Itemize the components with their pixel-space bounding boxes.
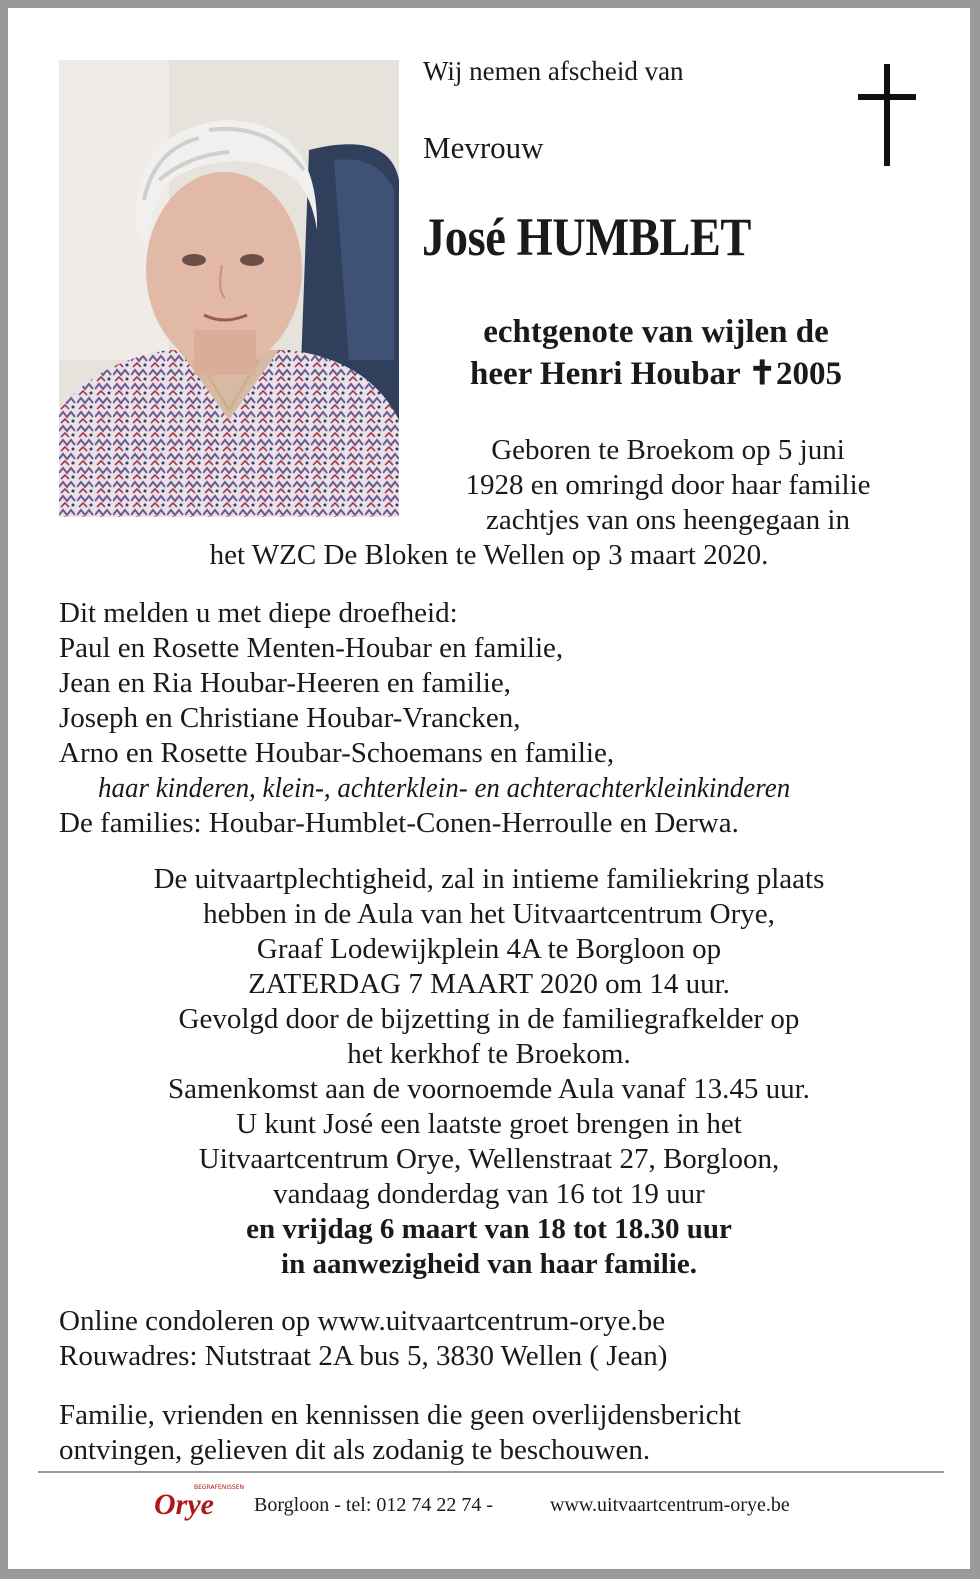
footer-website[interactable]: www.uitvaartcentrum-orye.be — [550, 1494, 790, 1516]
orye-logo — [154, 1484, 244, 1524]
ceremony-bold-2: in aanwezigheid van haar familie. — [281, 1248, 697, 1280]
families-line: De families: Houbar-Humblet-Conen-Herroulle en Derwa. — [59, 807, 739, 839]
family-intro: Dit melden u met diepe droefheid: — [59, 597, 458, 629]
online-condolence: Online condoleren op www.uitvaartcentrum-orye.be — [59, 1305, 666, 1337]
ceremony-line-5: Gevolgd door de bijzetting in de familiegrafkelder op — [178, 1003, 800, 1035]
ceremony-line-8: U kunt José een laatste groet brengen in het — [236, 1108, 742, 1140]
ceremony-line-3: Graaf Lodewijkplein 4A te Borgloon op — [256, 933, 722, 965]
closing-line-2: ontvingen, gelieven dit als zodanig te beschouwen. — [59, 1434, 651, 1466]
portrait-photo — [59, 60, 399, 517]
title-text: Mevrouw — [423, 130, 544, 165]
ceremony-line-2: hebben in de Aula van het Uitvaartcentrum Orye, — [203, 898, 775, 930]
ceremony-line-1: De uitvaartplechtigheid, zal in intieme familiekring plaats — [153, 863, 825, 895]
ceremony-line-4: ZATERDAG 7 MAART 2020 om 14 uur. — [248, 968, 730, 1000]
spouse-line-2: heer Henri Houbar ✝2005 — [469, 356, 842, 392]
footer-divider — [38, 1471, 944, 1473]
obituary-card — [8, 8, 970, 1569]
ceremony-bold-1: en vrijdag 6 maart van 18 tot 18.30 uur — [246, 1213, 732, 1245]
family-line-3: Joseph en Christiane Houbar-Vrancken, — [59, 702, 521, 734]
deceased-name: José HUMBLET — [422, 207, 751, 267]
closing-line-1: Familie, vrienden en kennissen die geen overlijdensbericht — [59, 1399, 742, 1431]
ceremony-line-6: het kerkhof te Broekom. — [347, 1038, 631, 1070]
mourning-address: Rouwadres: Nutstraat 2A bus 5, 3830 Wellen ( Jean) — [59, 1340, 668, 1372]
birth-line-2: 1928 en omringd door haar familie — [465, 469, 871, 501]
cross-icon — [858, 64, 916, 166]
ceremony-line-9: Uitvaartcentrum Orye, Wellenstraat 27, Borgloon, — [198, 1143, 780, 1175]
birth-line-4: het WZC De Bloken te Wellen op 3 maart 2020. — [209, 539, 769, 571]
ceremony-line-10: vandaag donderdag van 16 tot 19 uur — [273, 1178, 705, 1210]
logo-small-text: BEGRAFENISSEN — [194, 1484, 244, 1491]
family-line-2: Jean en Ria Houbar-Heeren en familie, — [59, 667, 511, 699]
family-italic: haar kinderen, klein-, achterklein- en achterachterkleinkinderen — [98, 772, 791, 804]
portrait-illustration — [59, 60, 399, 517]
ceremony-line-7: Samenkomst aan de voornoemde Aula vanaf 13.45 uur. — [168, 1073, 810, 1105]
footer-city-tel: Borgloon - tel: 012 74 22 74 - — [254, 1494, 494, 1516]
family-line-1: Paul en Rosette Menten-Houbar en familie, — [59, 632, 564, 664]
birth-line-1: Geboren te Broekom op 5 juni — [491, 434, 845, 466]
family-line-4: Arno en Rosette Houbar-Schoemans en familie, — [59, 737, 615, 769]
birth-line-3: zachtjes van ons heengegaan in — [486, 504, 850, 536]
logo-text: Orye — [154, 1488, 214, 1521]
intro-text: Wij nemen afscheid van — [423, 56, 684, 86]
ceremony-block — [8, 862, 970, 1282]
spouse-line-1: echtgenote van wijlen de — [483, 314, 829, 350]
